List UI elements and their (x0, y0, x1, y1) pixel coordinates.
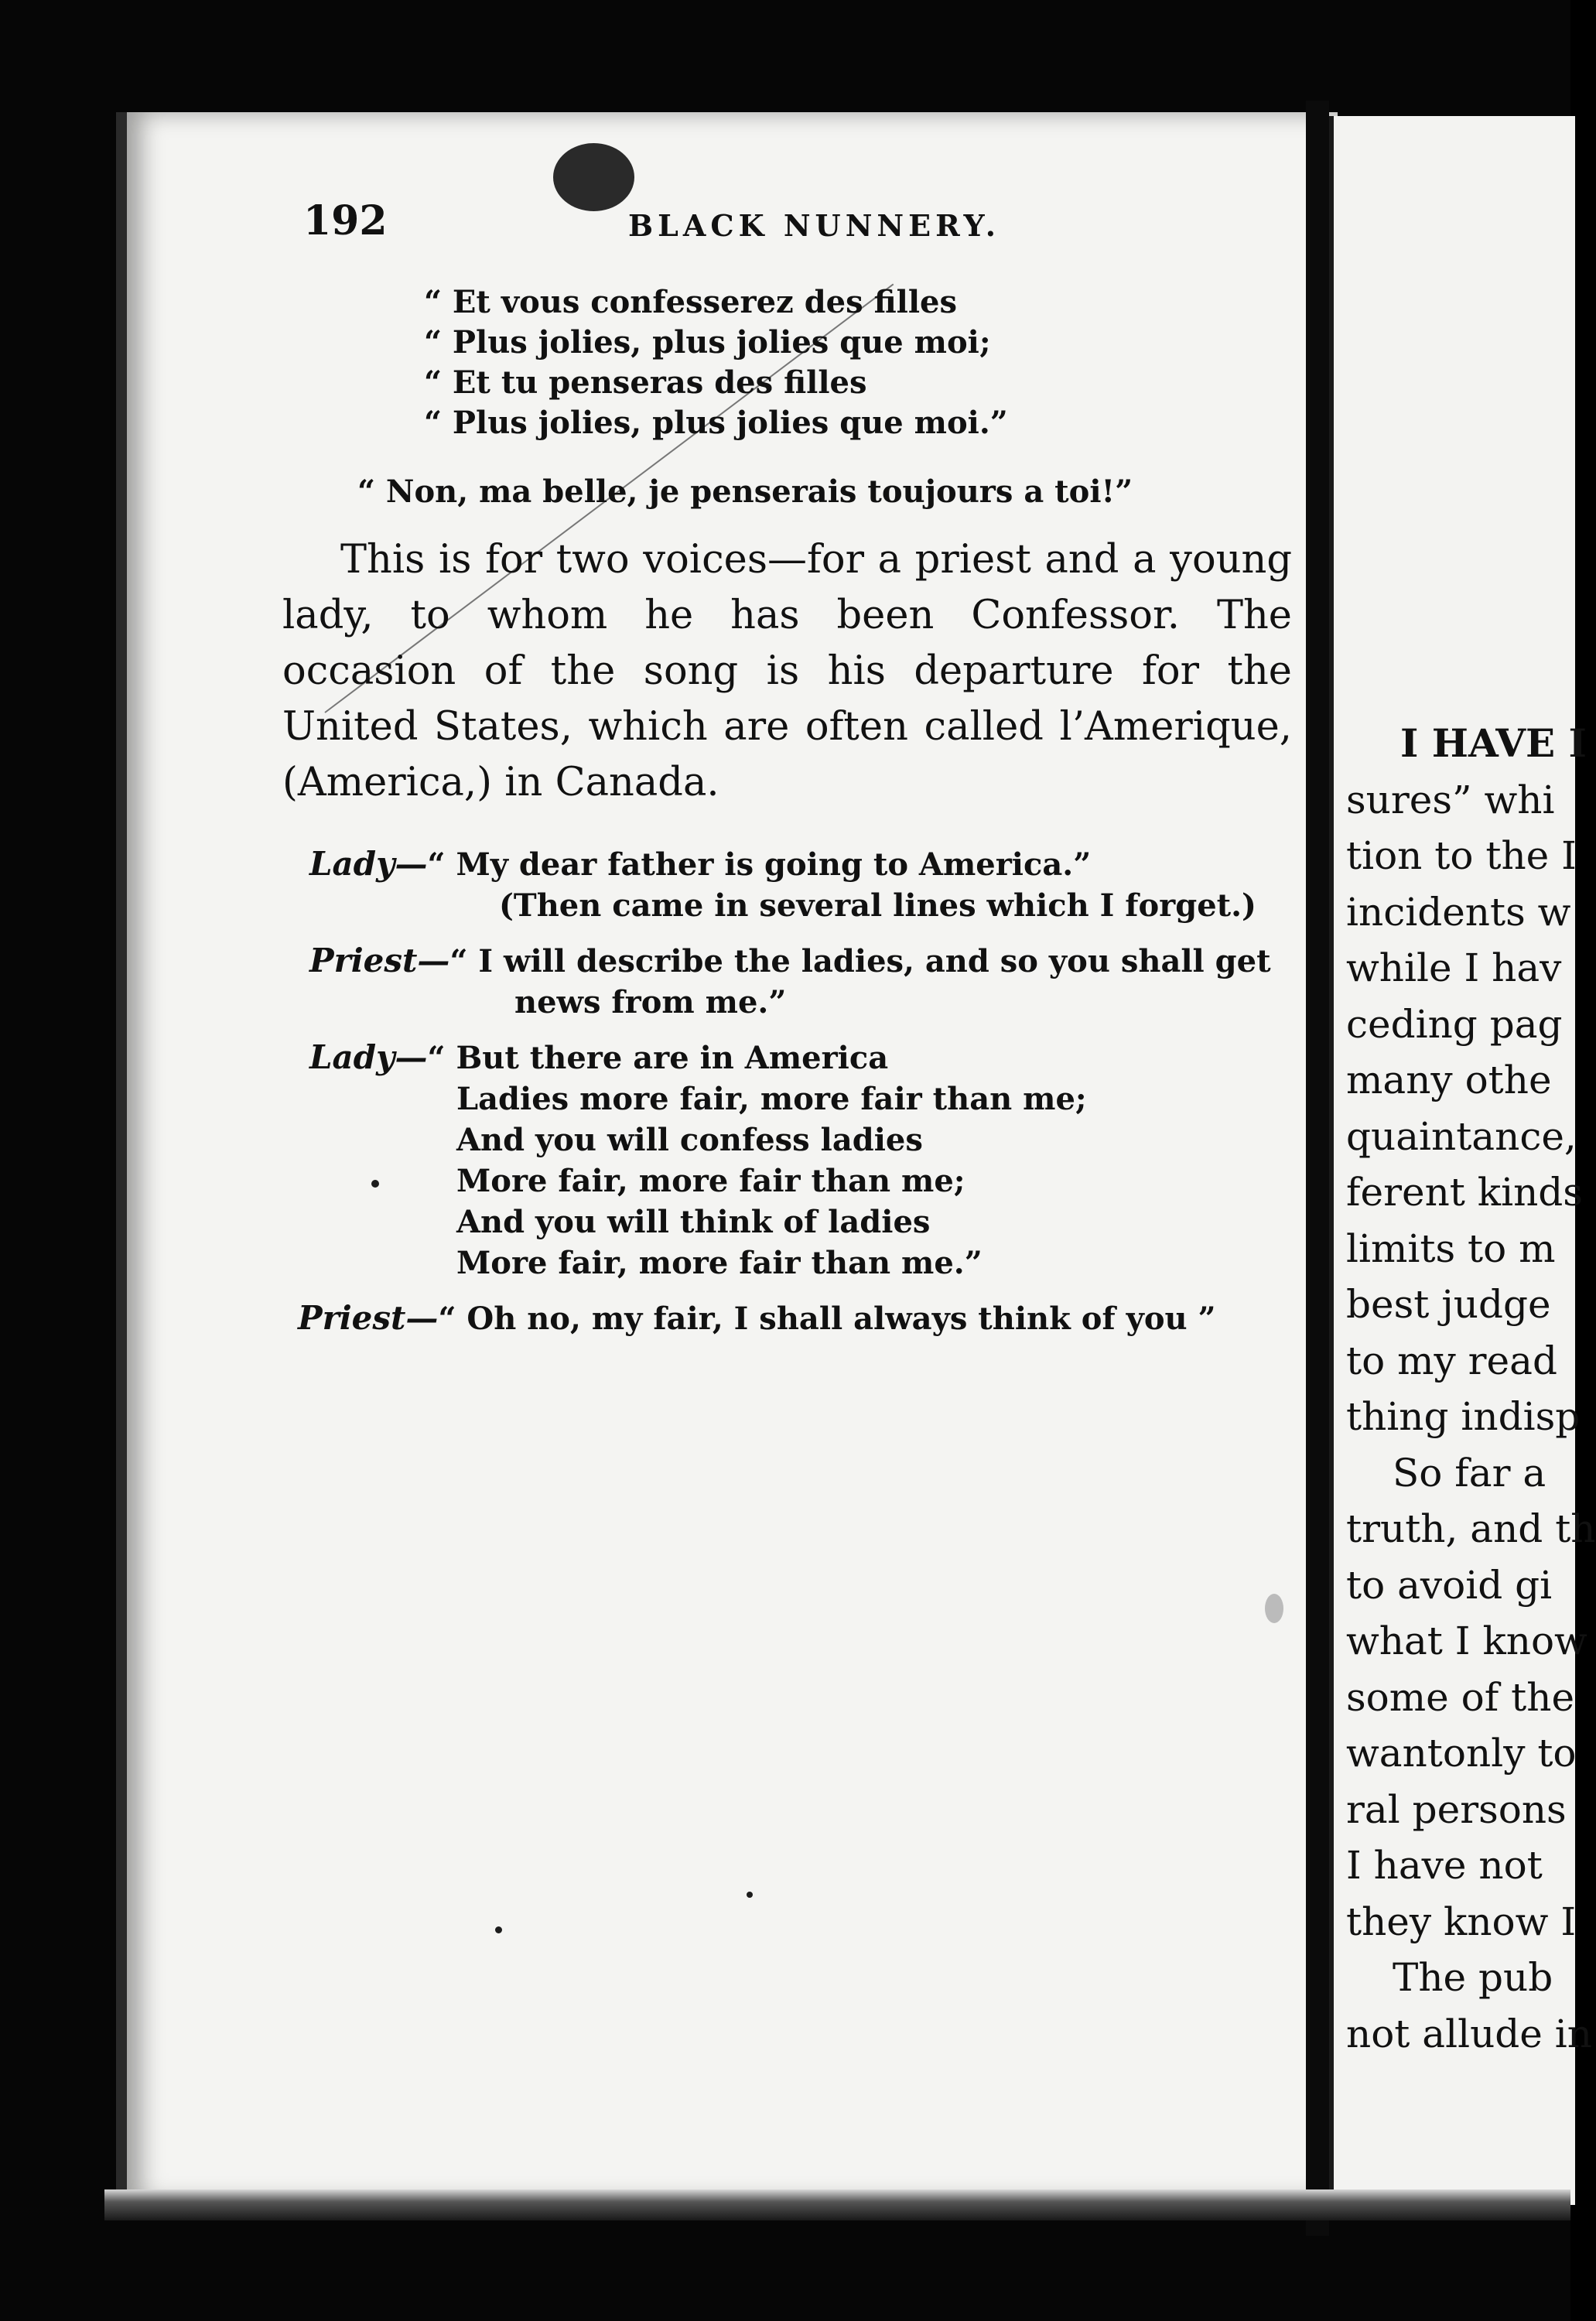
dust-speck (747, 1892, 753, 1898)
dialogue-line: (Then came in several lines which I forget.) (499, 887, 1256, 924)
right-page-line: ral persons (1346, 1786, 1567, 1832)
verse-line: “ Et vous confesserez des filles (424, 284, 958, 320)
right-page-line: quaintance, (1346, 1113, 1577, 1159)
right-page-line: many othe (1346, 1058, 1552, 1102)
dialogue (298, 843, 1292, 1353)
dialogue-turn (298, 1297, 1292, 1339)
right-page-line: they know I (1346, 1899, 1577, 1944)
dialogue-line: “ I will describe the ladies, and so you shall get (449, 943, 1271, 979)
speaker-label: Lady— (309, 845, 428, 883)
right-page-line: to my read (1346, 1338, 1557, 1383)
running-head (303, 197, 1301, 251)
right-page-line: sures” whi (1346, 777, 1555, 822)
body-paragraph: This is for two voices—for a priest and a young lady, to whom he has been Confessor. The occasion of the song is his departure for the United States, which are often called l’Amerique, (America,) in Canada. (282, 537, 1292, 805)
right-page-line: not allude in (1346, 2011, 1592, 2056)
running-head-title: BLACK NUNNERY. (628, 208, 1000, 243)
speaker-label: Priest— (309, 942, 450, 979)
right-page-line: ceding pag (1346, 1001, 1563, 1047)
dialogue-line: And you will confess ladies (456, 1122, 923, 1158)
right-page-line: I HAVE I (1400, 720, 1587, 766)
dialogue-turn (309, 843, 1292, 926)
right-page-line: some of the (1346, 1674, 1575, 1720)
page-bottom-edge (104, 2189, 1570, 2220)
speaker-label: Lady— (309, 1038, 428, 1076)
page-number: 192 (303, 197, 388, 244)
dialogue-line: “ My dear father is going to America.” (427, 846, 1092, 883)
right-page-line: I have not (1346, 1843, 1543, 1888)
dialogue-line: More fair, more fair than me.” (456, 1245, 983, 1281)
right-page-line: limits to m (1346, 1225, 1556, 1271)
right-page-line: best judge (1346, 1282, 1551, 1327)
right-page-line: The pub (1393, 1955, 1553, 2000)
right-page-line: truth, and th (1346, 1506, 1596, 1551)
right-page-line: So far a (1393, 1450, 1546, 1495)
speaker-label: Priest— (298, 1299, 439, 1337)
right-page-line: thing indisp (1346, 1394, 1581, 1439)
dialogue-line: Ladies more fair, more fair than me; (456, 1081, 1087, 1117)
right-page-text (1346, 716, 1596, 2062)
dust-speck (1265, 1594, 1283, 1623)
right-page-line: ferent kinds (1346, 1170, 1583, 1215)
right-page-line: tion to the I (1346, 833, 1577, 878)
verse-line: “ Plus jolies, plus jolies que moi; (424, 324, 991, 361)
dust-speck (495, 1926, 502, 1933)
right-page-line: incidents w (1346, 889, 1571, 935)
right-page-line: wantonly to (1346, 1731, 1577, 1776)
dialogue-turn (309, 940, 1292, 1023)
right-page-line: what I know (1346, 1619, 1587, 1663)
verse-reply: “ Non, ma belle, je penserais toujours a toi!” (357, 473, 1133, 510)
verse-line: “ Plus jolies, plus jolies que moi.” (424, 405, 1008, 441)
dialogue-line: “ Oh no, my fair, I shall always think of you ” (438, 1301, 1216, 1337)
dialogue-line: And you will think of ladies (456, 1204, 931, 1240)
dialogue-line: “ But there are in America (427, 1040, 889, 1076)
dialogue-line: More fair, more fair than me; (456, 1163, 965, 1199)
right-page-line: while I hav (1346, 945, 1562, 990)
french-verse (424, 282, 1008, 443)
right-page-line: to avoid gi (1346, 1562, 1553, 1608)
verse-line: “ Et tu penseras des filles (424, 364, 867, 401)
book-gutter (1306, 101, 1329, 2236)
dialogue-line: news from me.” (514, 984, 787, 1020)
dialogue-turn (309, 1037, 1292, 1284)
